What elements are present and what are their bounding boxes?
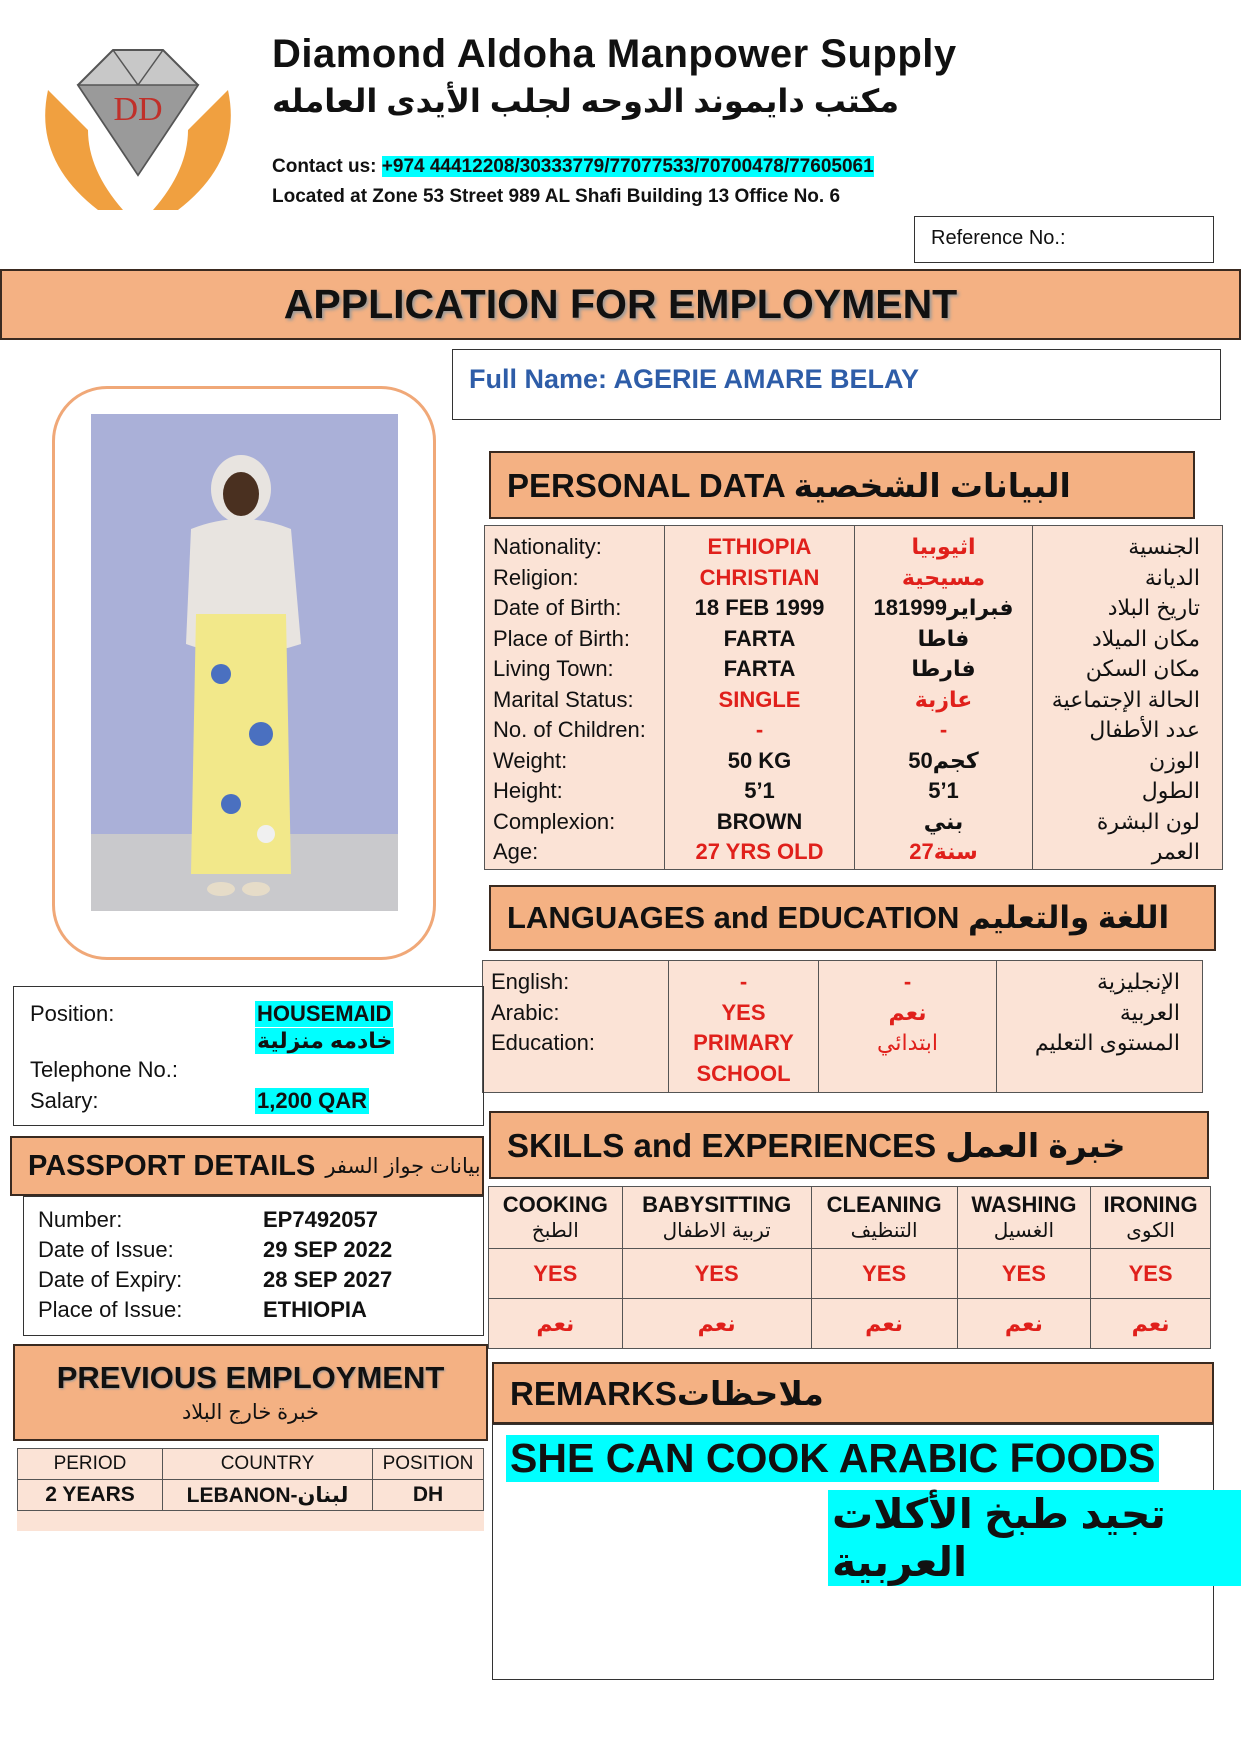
lang-label-arabic: Arabic: [491,999,560,1025]
skill-ironing-value-ar: نعم [1091,1299,1211,1349]
skill-ironing-name: IRONING [1103,1192,1198,1217]
passport-heading-ar: بيانات جواز السفر [325,1154,481,1178]
lang-value-ar-education: ابتدائي [877,1030,938,1055]
previous-heading-ar: خبرة خارج البلاد [181,1401,320,1424]
skill-washing-value-ar: نعم [957,1299,1091,1349]
skill-babysitting-name: BABYSITTING [642,1192,792,1217]
pd-value-ar-dob: 18فبراير1999 [873,595,1014,620]
prev-position-value: DH [373,1480,484,1511]
passport-value-expiry: 28 SEP 2027 [263,1267,393,1292]
contact-label: Contact us: [272,156,382,177]
previous-employment-table [17,1448,484,1531]
skill-cleaning-name-ar: التنظيف [850,1220,918,1242]
pd-value-ar-weight: 50كجم [908,747,979,773]
lang-value-education-line2: SCHOOL [696,1060,791,1086]
pd-value-ar-pob: فاطا [917,625,970,651]
passport-value-number: EP7492057 [263,1207,378,1232]
pd-value-dob: 18 FEB 1999 [694,595,825,620]
skill-cleaning-value-ar: نعم [811,1299,957,1349]
passport-heading [10,1136,484,1196]
skill-cooking-header [489,1187,623,1249]
pd-value-ar-living-town: فارطا [911,656,976,681]
prev-col-period: PERIOD [18,1449,163,1480]
pd-value-ar-age: 27سنة [909,839,978,864]
svg-text:DD: DD [113,91,163,128]
lang-label-english: English: [491,969,570,994]
pd-label-nationality: Nationality: [493,534,602,559]
pd-label-children: No. of Children: [493,717,646,742]
pd-label-ar-weight: الوزن [1149,747,1200,773]
lang-label-ar-education: المستوى التعليم [1034,1030,1180,1055]
languages-table [482,960,1203,1093]
pd-value-living-town: FARTA [723,656,796,681]
skill-babysitting-header [622,1187,811,1249]
previous-heading-en: PREVIOUS EMPLOYMENT [56,1360,445,1395]
remarks-text-en: SHE CAN COOK ARABIC FOODS [506,1435,1159,1482]
page-title: APPLICATION FOR EMPLOYMENT [283,281,958,327]
pd-label-weight: Weight: [493,747,568,773]
pd-value-ar-children: - [939,717,948,742]
skill-cleaning-name: CLEANING [826,1192,942,1217]
diamond-hands-logo-icon [28,40,248,215]
lang-value-arabic: YES [721,999,766,1025]
pd-label-pob: Place of Birth: [493,625,630,651]
pd-value-nationality: ETHIOPIA [707,534,812,559]
pd-label-ar-nationality: الجنسية [1128,534,1200,559]
pd-label-ar-living-town: مكان السكن [1085,656,1200,681]
prev-country-value: LEBANON-لبنان [163,1480,373,1511]
pd-label-complexion: Complexion: [493,808,616,834]
position-box [13,986,484,1126]
pd-value-marital: SINGLE [718,686,801,712]
skills-table [488,1186,1211,1348]
title-bar [0,269,1241,340]
skill-washing-name-ar: الغسيل [993,1220,1055,1242]
skills-heading: SKILLS and EXPERIENCES خبرة العمل [489,1111,1209,1179]
passport-heading-en: PASSPORT DETAILS [28,1149,316,1182]
pd-value-ar-height: 5’1 [928,778,959,803]
prev-col-country: COUNTRY [163,1449,373,1480]
position-label: Position: [30,1001,115,1026]
personal-data-heading: PERSONAL DATA البيانات الشخصية [489,451,1195,519]
skill-cooking-value-ar: نعم [489,1299,623,1349]
full-name: Full Name: AGERIE AMARE BELAY [469,364,920,394]
pd-label-height: Height: [493,778,563,803]
pd-value-ar-marital: عازبة [914,686,973,712]
pd-label-living-town: Living Town: [493,656,614,681]
contact-numbers: +974 44412208/30333779/77077533/70700478/77605061 [381,156,874,177]
pd-label-religion: Religion: [493,564,579,590]
remarks-heading: REMARKSملاحظات [492,1362,1214,1424]
pd-value-religion: CHRISTIAN [699,564,820,590]
lang-value-english: - [739,969,748,994]
reference-number-box [914,216,1214,263]
pd-label-ar-complexion: لون البشرة [1096,808,1200,834]
pd-value-ar-complexion: بني [923,808,964,834]
passport-details-box [23,1196,484,1336]
pd-value-ar-religion: مسيحية [901,564,986,590]
pd-label-ar-height: الطول [1141,778,1200,803]
personal-data-table [484,525,1223,870]
company-name-ar: مكتب دايموند الدوحه لجلب الأيدى العامله [272,83,900,119]
skill-babysitting-name-ar: تربية الاطفال [662,1220,771,1242]
pd-label-marital: Marital Status: [493,686,634,712]
skill-ironing-header [1091,1187,1211,1249]
skill-washing-name: WASHING [971,1192,1077,1217]
languages-heading: LANGUAGES and EDUCATION اللغة والتعليم [489,885,1216,951]
skill-babysitting-value-ar: نعم [622,1299,811,1349]
lang-label-education: Education: [491,1030,595,1055]
prev-col-position: POSITION [373,1449,484,1480]
company-logo [28,40,248,215]
lang-value-ar-english: - [903,969,912,994]
pd-value-weight: 50 KG [727,747,792,773]
salary-value: 1,200 QAR [257,1088,368,1113]
lang-label-ar-arabic: العربية [1119,999,1180,1025]
pd-label-ar-religion: الديانة [1144,564,1200,590]
company-name-en: Diamond Aldoha Manpower Supply [272,32,957,76]
previous-employment-heading [13,1344,488,1441]
prev-period-value: 2 YEARS [18,1480,163,1511]
skill-cleaning-header [811,1187,957,1249]
skill-ironing-name-ar: الكوى [1126,1220,1175,1242]
pd-value-complexion: BROWN [716,808,803,834]
pd-value-age: 27 YRS OLD [695,839,824,864]
lang-value-education: PRIMARY [693,1030,794,1055]
position-value-ar: خادمه منزلية [257,1028,393,1053]
passport-value-issue: 29 SEP 2022 [263,1237,393,1262]
office-address: Located at Zone 53 Street 989 AL Shafi Building 13 Office No. 6 [272,186,841,207]
pd-label-age: Age: [493,839,539,864]
reference-label: Reference No.: [931,227,1066,249]
skill-ironing-value: YES [1091,1249,1211,1299]
skill-washing-header [957,1187,1091,1249]
salary-label: Salary: [30,1088,99,1113]
passport-label-issue: Date of Issue: [38,1237,174,1262]
telephone-label: Telephone No.: [30,1057,178,1082]
remarks-text-ar: تجيد طبخ الأكلات العربية [828,1490,1241,1586]
lang-value-ar-arabic: نعم [888,999,927,1025]
skill-cooking-value: YES [489,1249,623,1299]
passport-value-place: ETHIOPIA [263,1297,367,1322]
pd-label-ar-age: العمر [1151,839,1200,864]
pd-value-height: 5’1 [744,778,775,803]
passport-label-expiry: Date of Expiry: [38,1267,183,1292]
skill-washing-value: YES [957,1249,1091,1299]
pd-label-ar-pob: مكان الميلاد [1091,625,1200,651]
position-value: HOUSEMAID [257,1001,392,1026]
skill-babysitting-value: YES [622,1249,811,1299]
lang-label-ar-english: الإنجليزية [1097,969,1180,994]
skill-cleaning-value: YES [811,1249,957,1299]
passport-label-place: Place of Issue: [38,1297,183,1322]
full-name-box [452,349,1221,420]
pd-label-ar-marital: الحالة الإجتماعية [1051,686,1200,712]
pd-value-children: - [755,717,764,742]
pd-value-pob: FARTA [723,625,796,651]
pd-label-dob: Date of Birth: [493,595,622,620]
passport-label-number: Number: [38,1207,123,1232]
applicant-photo [91,414,398,911]
skill-cooking-name-ar: الطبخ [531,1220,579,1242]
pd-label-ar-dob: تاريخ البلاد [1107,595,1200,620]
pd-label-ar-children: عدد الأطفال [1089,717,1200,742]
contact-line [272,156,874,178]
pd-value-ar-nationality: اثيوبيا [911,534,976,559]
skill-cooking-name: COOKING [502,1192,608,1217]
